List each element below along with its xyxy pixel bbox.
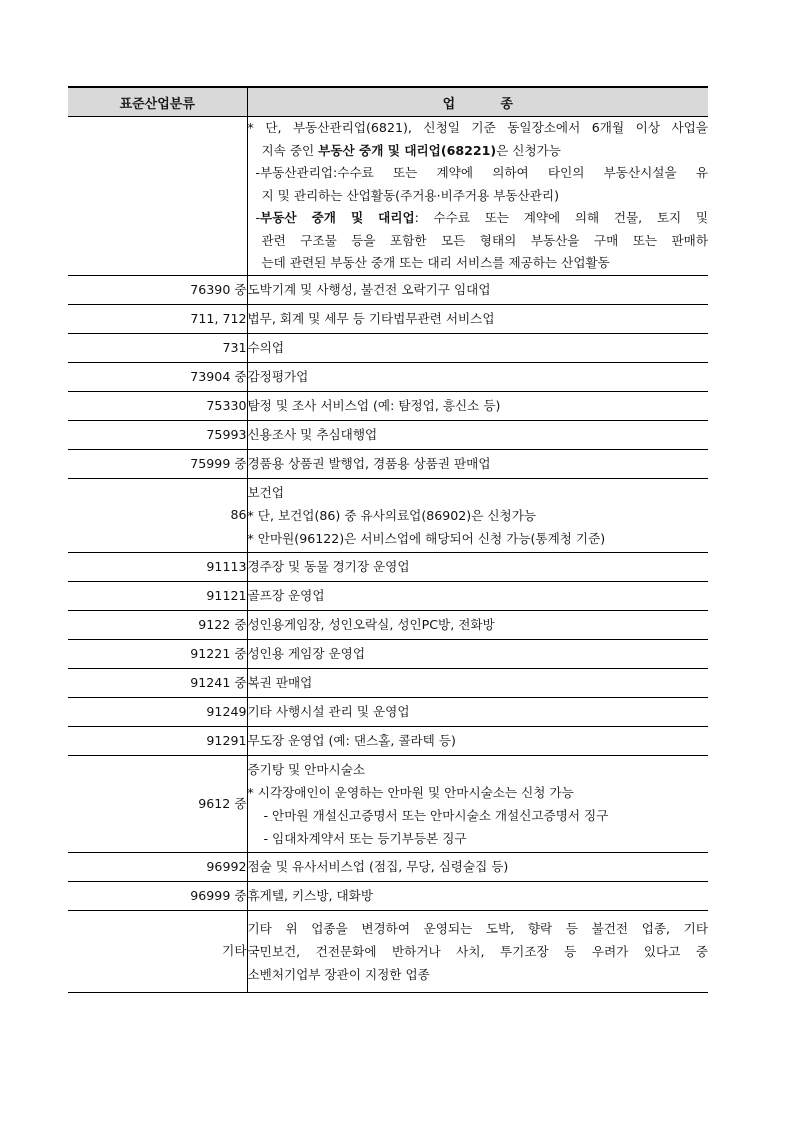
code-cell: 91291 [68,726,247,755]
desc-cell: 휴게텔, 키스방, 대화방 [247,881,708,910]
desc-cell: 골프장 운영업 [247,581,708,610]
sauna-line: * 시각장애인이 운영하는 안마원 및 안마시술소는 신청 가능 [247,784,574,800]
table-row [68,581,708,610]
table-header-row [68,87,708,117]
desc-cell: 기타 사행시설 관리 및 운영업 [247,697,708,726]
note-bold: 부동산 중개 및 대리업(68221) [318,142,497,158]
code-cell: 76390 중 [68,275,247,304]
desc-cell: 경품용 상품권 발행업, 경품용 상품권 판매업 [247,449,708,478]
desc-cell: 성인용 게임장 운영업 [247,639,708,668]
code-cell: 9122 중 [68,610,247,639]
other-line: 국민보건, 건전문화에 반하거나 사치, 투기조장 등 우려가 있다고 중 [247,943,708,959]
health-desc [247,478,708,552]
desc-cell: 신용조사 및 추심대행업 [247,420,708,449]
health-line: * 안마원(96122)은 서비스업에 해당되어 신청 가능(통계청 기준) [247,530,606,546]
code-cell [68,117,247,276]
desc-cell: 점술 및 유사서비스업 (점집, 무당, 심령술집 등) [247,852,708,881]
other-desc [247,910,708,992]
desc-cell: 감정평가업 [247,362,708,391]
desc-cell: 경주장 및 동물 경기장 운영업 [247,552,708,581]
note-line: 관련 구조물 등을 포함한 모든 형태의 부동산을 구매 또는 판매하 [261,232,708,248]
table-row-sauna [68,755,708,852]
header-business-type: 업 종 [247,87,708,117]
table-row [68,304,708,333]
desc-cell: 복권 판매업 [247,668,708,697]
table-row [68,881,708,910]
note-line: 는데 관련된 부동산 중개 또는 대리 서비스를 제공하는 산업활동 [261,255,610,270]
note-line: -부동산관리업:수수료 또는 계약에 의하여 타인의 부동산시설을 유 [255,165,708,180]
table-row [68,852,708,881]
code-cell: 73904 중 [68,362,247,391]
table-row-health [68,478,708,552]
table-row [68,449,708,478]
code-cell: 731 [68,333,247,362]
table-row [68,610,708,639]
table-row [68,726,708,755]
other-line: 기타 위 업종을 변경하여 운영되는 도박, 향락 등 불건전 업종, 기타 [247,920,708,936]
code-cell: 91113 [68,552,247,581]
code-cell: 86 [68,478,247,552]
code-cell: 91241 중 [68,668,247,697]
other-line: 소벤처기업부 장관이 지정한 업종 [247,966,430,982]
code-cell: 75999 중 [68,449,247,478]
table-row [68,639,708,668]
health-line: * 단, 보건업(86) 중 유사의료업(86902)은 신청가능 [247,507,537,523]
health-line: 보건업 [247,484,284,500]
table-row [68,333,708,362]
table-row [68,420,708,449]
sauna-line: - 안마원 개설신고증명서 또는 안마시술소 개설신고증명서 징구 [263,807,609,823]
desc-cell: 법무, 회계 및 세무 등 기타법무관련 서비스업 [247,304,708,333]
excluded-industry-table [68,86,708,993]
table-row [68,275,708,304]
code-cell: 75993 [68,420,247,449]
desc-cell: 탐정 및 조사 서비스업 (예: 탐정업, 흥신소 등) [247,391,708,420]
table-row [68,697,708,726]
note-line: -부동산 중개 및 대리업: 수수료 또는 계약에 의해 건물, 토지 및 [255,210,708,225]
desc-cell: 도박기계 및 사행성, 불건전 오락기구 임대업 [247,275,708,304]
code-cell: 75330 [68,391,247,420]
sauna-desc [247,755,708,852]
code-cell: 96999 중 [68,881,247,910]
sauna-line: - 임대차계약서 또는 등기부등본 징구 [263,830,467,846]
code-cell: 91121 [68,581,247,610]
sauna-line: 증기탕 및 안마시술소 [247,761,365,777]
code-cell: 711, 712 [68,304,247,333]
code-cell: 91249 [68,697,247,726]
table-row [68,552,708,581]
header-industry-code: 표준산업분류 [68,87,247,117]
table-row [68,668,708,697]
desc-cell: 무도장 운영업 (예: 댄스홀, 콜라텍 등) [247,726,708,755]
code-cell: 91221 중 [68,639,247,668]
note-line: * 단, 부동산관리업(6821), 신청일 기준 동일장소에서 6개월 이상 사업을 [247,120,708,135]
table-row [68,391,708,420]
real-estate-note [247,117,708,276]
table-row-real-estate-note [68,117,708,276]
code-cell: 96992 [68,852,247,881]
code-cell: 9612 중 [68,755,247,852]
table-row [68,362,708,391]
note-bold: 부동산 중개 및 대리업 [260,210,415,225]
table-row-other [68,910,708,992]
desc-cell: 수의업 [247,333,708,362]
note-line: 지 및 관리하는 산업활동(주거용·비주거용 부동산관리) [261,187,559,203]
desc-cell: 성인용게임장, 성인오락실, 성인PC방, 전화방 [247,610,708,639]
code-cell: 기타 [68,910,247,992]
note-line: 지속 중인 부동산 중개 및 대리업(68221)은 신청가능 [261,142,561,158]
